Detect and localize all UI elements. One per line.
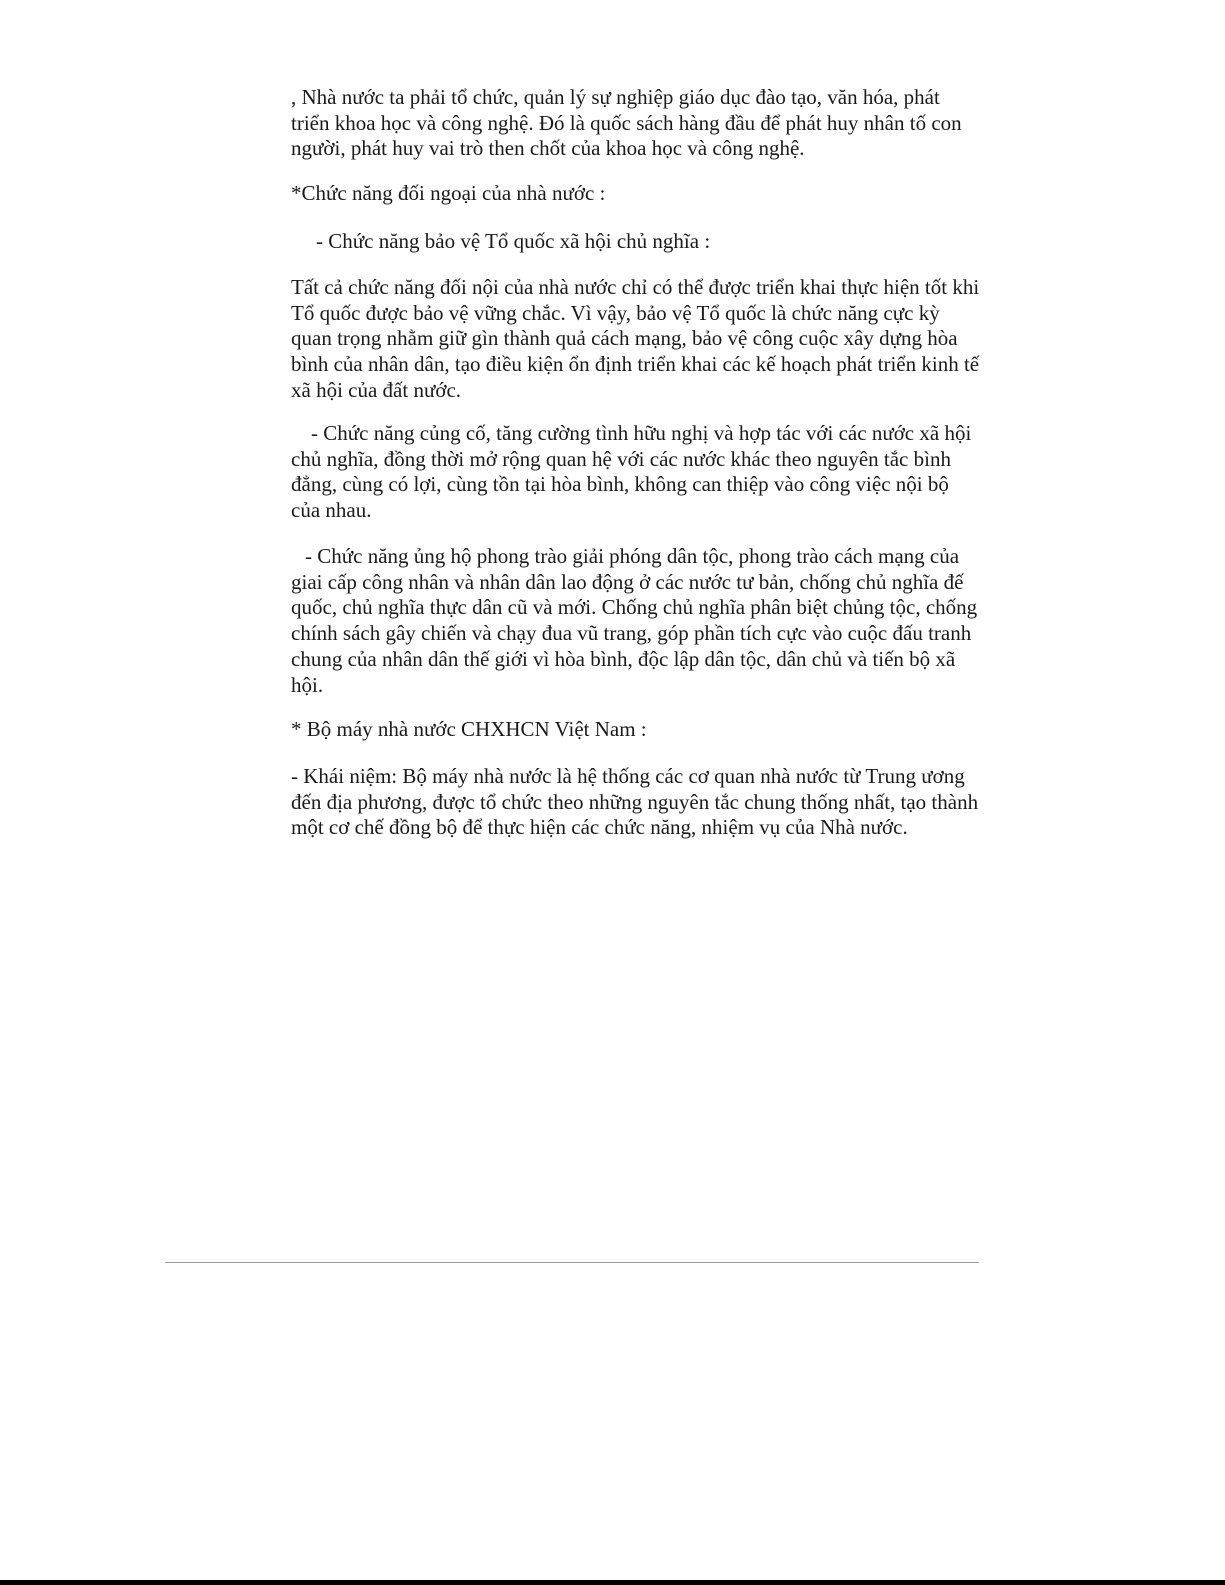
heading-foreign-functions: *Chức năng đối ngoại của nhà nước : xyxy=(291,181,606,205)
subheading-defense-function: - Chức năng bảo vệ Tổ quốc xã hội chủ nghĩa : xyxy=(316,229,711,253)
page-bottom-edge xyxy=(0,1580,1225,1585)
paragraph-education-policy: , Nhà nước ta phải tổ chức, quản lý sự nghiệp giáo dục đào tạo, văn hóa, phát triển khoa học và công nghệ. Đó là quốc sách hàng đầu để phát huy nhân tố con người, phát huy vai trò then chốt của khoa học và công nghệ. xyxy=(291,85,962,161)
heading-state-apparatus: * Bộ máy nhà nước CHXHCN Việt Nam : xyxy=(291,717,647,741)
page-divider xyxy=(165,1262,979,1263)
paragraph-friendship-cooperation: - Chức năng củng cố, tăng cường tình hữu nghị và hợp tác với các nước xã hội chủ nghĩa, đồng thời mở rộng quan hệ với các nước khác theo nguyên tắc bình đẳng, cùng có lợi, cùng tồn tại hòa bình, không can thiệp vào công việc nội bộ của nhau. xyxy=(291,421,972,523)
paragraph-liberation-support: - Chức năng ủng hộ phong trào giải phóng dân tộc, phong trào cách mạng của giai cấp công nhân và nhân dân lao động ở các nước tư bản, chống chủ nghĩa đế quốc, chủ nghĩa thực dân cũ và mới. Chống chủ nghĩa phân biệt chủng tộc, chống chính sách gây chiến và chạy đua vũ trang, góp phần tích cực vào cuộc đấu tranh chung của nhân dân thế giới vì hòa bình, độc lập dân tộc, dân chủ và tiến bộ xã hội. xyxy=(291,544,978,697)
paragraph-apparatus-definition: - Khái niệm: Bộ máy nhà nước là hệ thống các cơ quan nhà nước từ Trung ương đến địa phương, được tổ chức theo những nguyên tắc chung thống nhất, tạo thành một cơ chế đồng bộ để thực hiện các chức năng, nhiệm vụ của Nhà nước. xyxy=(291,764,979,840)
paragraph-defense-importance: Tất cả chức năng đối nội của nhà nước chỉ có thể được triển khai thực hiện tốt khi Tổ quốc được bảo vệ vững chắc. Vì vậy, bảo vệ Tổ quốc là chức năng cực kỳ quan trọng nhằm giữ gìn thành quả cách mạng, bảo vệ công cuộc xây dựng hòa bình của nhân dân, tạo điều kiện ổn định triển khai các kế hoạch phát triển kinh tế xã hội của đất nước. xyxy=(291,275,980,402)
